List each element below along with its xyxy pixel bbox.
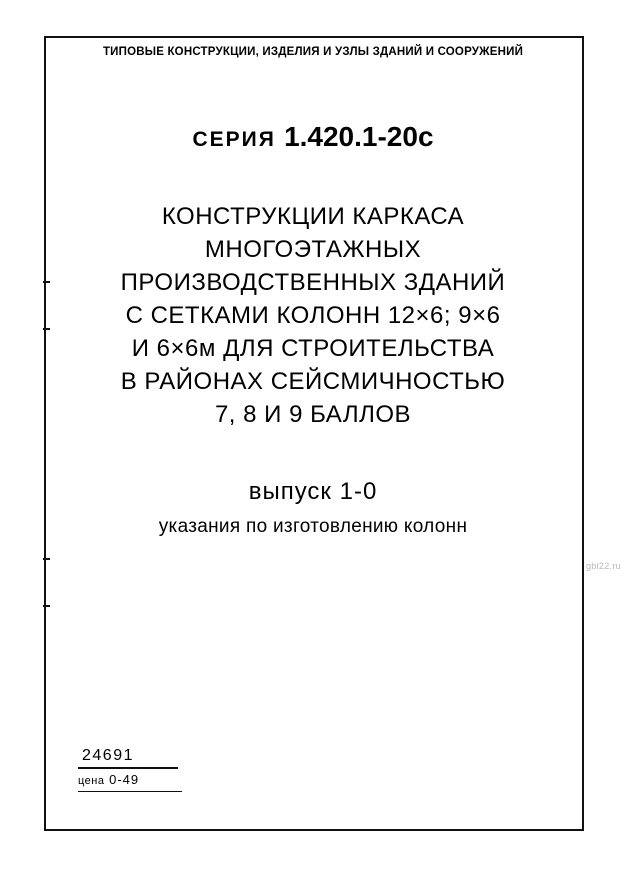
series-label: СЕРИЯ	[192, 128, 276, 151]
series-code: 1.420.1-20с	[284, 121, 434, 152]
title-line: КОНСТРУКЦИИ КАРКАСА	[161, 203, 465, 230]
title-line: ПРОИЗВОДСТВЕННЫХ ЗДАНИЙ	[120, 269, 506, 296]
title-page-frame	[44, 36, 584, 831]
series-line	[0, 121, 626, 153]
title-line: МНОГОЭТАЖНЫХ	[204, 236, 422, 263]
issue-number: выпуск 1-0	[248, 478, 378, 505]
title-line: И 6×6м ДЛЯ СТРОИТЕЛЬСТВА	[131, 335, 495, 362]
stamp-divider	[78, 791, 182, 793]
issue-subtitle: указания по изготовлению колонн	[158, 516, 468, 537]
frame-tick-mark	[43, 558, 50, 560]
stamp-price-label: цена	[78, 774, 105, 787]
document-header: ТИПОВЫЕ КОНСТРУКЦИИ, ИЗДЕЛИЯ И УЗЛЫ ЗДАНИЙ И СООРУЖЕНИЙ	[102, 46, 524, 58]
issue-block	[0, 472, 626, 542]
stamp-number: 24691	[82, 747, 134, 764]
stamp-divider	[78, 767, 178, 769]
stamp-price-value: 0-49	[109, 771, 140, 787]
title-line: В РАЙОНАХ СЕЙСМИЧНОСТЬЮ	[120, 368, 506, 395]
page-title	[0, 200, 626, 431]
frame-tick-mark	[43, 605, 50, 607]
watermark: gbi22.ru	[586, 561, 621, 571]
stamp-price	[78, 771, 188, 790]
bottom-stamp	[78, 746, 188, 792]
title-line: С СЕТКАМИ КОЛОНН 12×6; 9×6	[125, 302, 501, 329]
title-line: 7, 8 И 9 БАЛЛОВ	[214, 401, 412, 428]
